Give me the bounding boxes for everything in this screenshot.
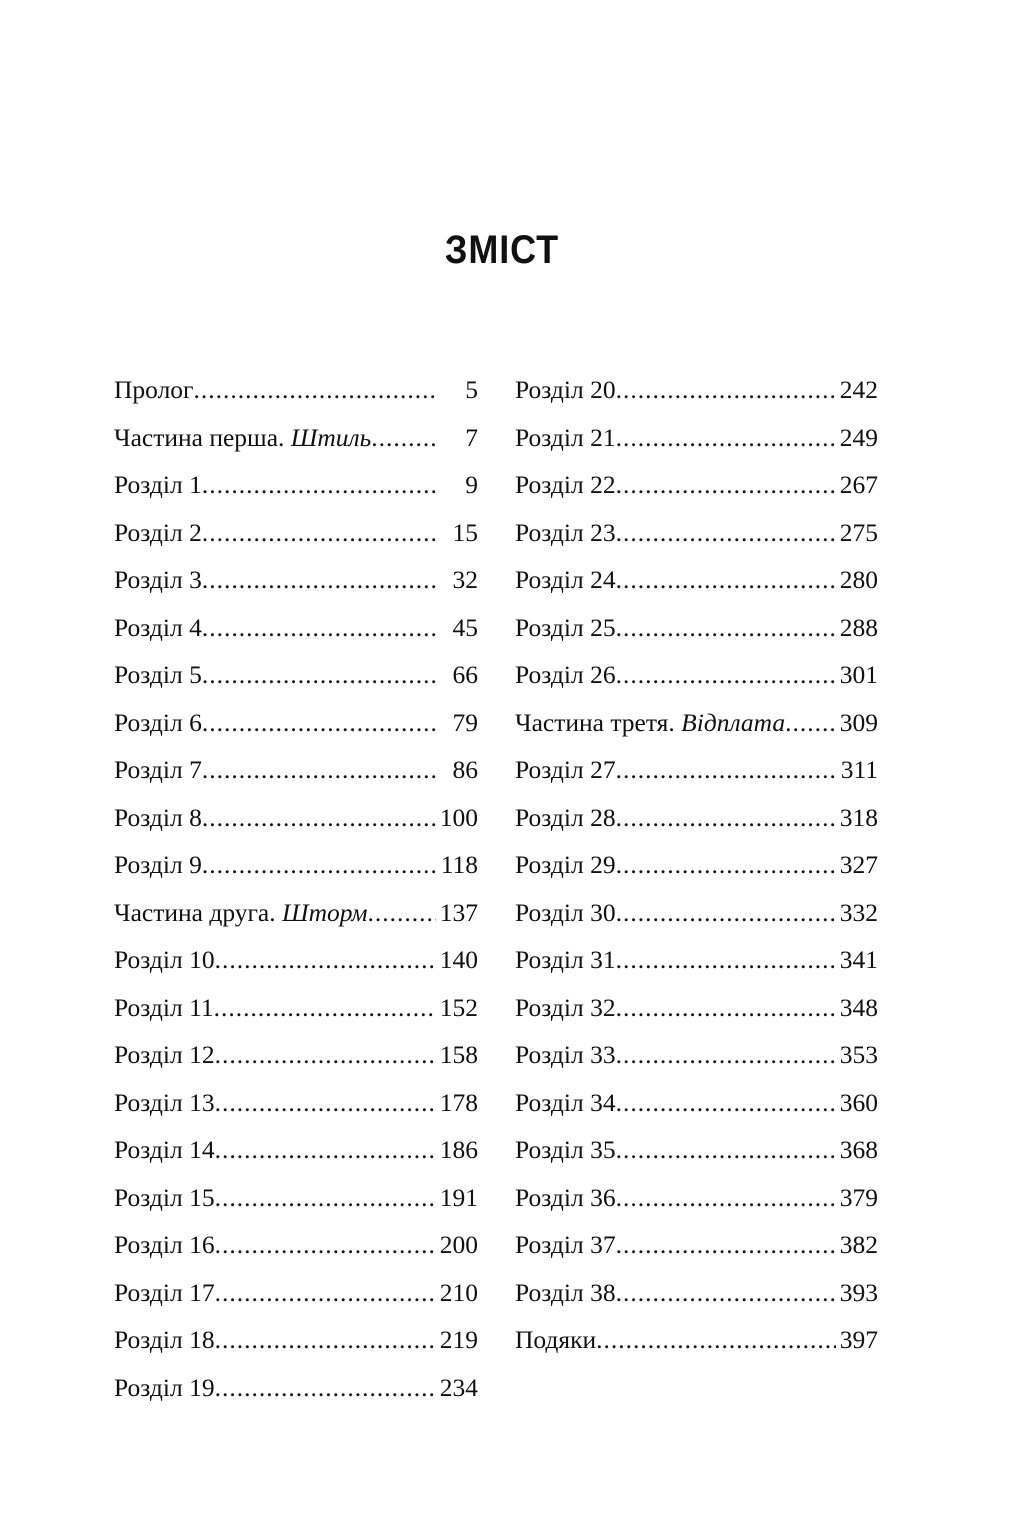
- toc-entry-page-number: 5: [465, 375, 478, 404]
- toc-entry-label: Розділ 22: [515, 470, 616, 499]
- toc-entry-label: Розділ 9: [114, 850, 202, 879]
- toc-entry-label: Розділ 31: [515, 945, 616, 974]
- toc-entry-label: Розділ 29: [515, 850, 616, 879]
- toc-entry-label: Розділ 2: [114, 517, 202, 547]
- toc-entry-page-number: 140: [439, 945, 478, 974]
- toc-entry-page-number: 379: [839, 1182, 878, 1212]
- toc-entry: [515, 936, 878, 984]
- toc-entry: [114, 604, 478, 652]
- toc-entry-page-number: 397: [839, 1325, 878, 1354]
- toc-entry: [515, 1174, 878, 1222]
- toc-entry-title: [114, 651, 202, 699]
- toc-entry-title: [515, 889, 616, 937]
- toc-entry-title: [515, 1316, 596, 1364]
- toc-entry-page-number: 191: [439, 1182, 478, 1212]
- toc-entry-title: [114, 794, 202, 842]
- dot-leader: [202, 461, 436, 509]
- toc-entry: [515, 1221, 878, 1269]
- toc-entry-title: [515, 461, 616, 509]
- toc-entry: [114, 509, 478, 557]
- toc-entry: [515, 414, 878, 462]
- toc-entry-title: [114, 936, 215, 984]
- toc-entry-page-number: 219: [439, 1325, 478, 1354]
- toc-entry-label: Розділ 33: [515, 1040, 616, 1069]
- toc-entry-title: [114, 366, 194, 414]
- toc-entry-page-number: 301: [839, 660, 878, 689]
- toc-entry-label: Частина перша.: [114, 422, 291, 452]
- dot-leader: [616, 889, 836, 937]
- dot-leader: [616, 556, 836, 604]
- toc-entry: [114, 841, 478, 889]
- dot-leader: [785, 699, 836, 747]
- toc-entry-label: Розділ 23: [515, 517, 616, 547]
- toc-entry: [515, 1316, 878, 1364]
- toc-entry-title: [515, 604, 616, 652]
- dot-leader: [616, 509, 836, 557]
- toc-entry-page-number: 393: [839, 1277, 878, 1307]
- toc-entry: [515, 1126, 878, 1174]
- toc-entry-title: [114, 746, 202, 794]
- toc-entry-title: [114, 1126, 215, 1174]
- dot-leader: [202, 699, 436, 747]
- toc-entry-page-number: 137: [439, 897, 478, 927]
- toc-entry-part-name: Відплата: [681, 707, 786, 737]
- dot-leader: [616, 1079, 836, 1127]
- dot-leader: [616, 1126, 836, 1174]
- page-title: ЗМІСТ: [444, 228, 560, 272]
- toc-entry-title: [515, 984, 616, 1032]
- toc-entry-page-number: 32: [452, 565, 478, 594]
- toc-entry-title: [114, 461, 202, 509]
- toc-left-column: [114, 366, 478, 1411]
- toc-entry-title: [114, 1316, 215, 1364]
- toc-entry-label: Розділ 34: [515, 1087, 616, 1117]
- toc-entry: [515, 604, 878, 652]
- toc-entry-page-number: 288: [839, 612, 878, 642]
- toc-entry-label: Розділ 26: [515, 660, 616, 689]
- toc-entry-label: Розділ 16: [114, 1230, 215, 1259]
- dot-leader: [215, 1269, 436, 1317]
- toc-entry-title: [515, 746, 616, 794]
- toc-entry: [515, 509, 878, 557]
- dot-leader: [616, 794, 836, 842]
- toc-entry: [114, 889, 478, 937]
- toc-entry-label: Розділ 1: [114, 470, 202, 499]
- toc-entry: [114, 461, 478, 509]
- toc-entry-title: [114, 1031, 215, 1079]
- toc-entry-page-number: 210: [439, 1277, 478, 1307]
- toc-entry-label: Розділ 36: [515, 1182, 616, 1212]
- toc-entry-label: Розділ 37: [515, 1230, 616, 1259]
- dot-leader: [202, 841, 436, 889]
- toc-entry: [515, 889, 878, 937]
- dot-leader: [215, 1364, 436, 1412]
- toc-entry-label: Розділ 15: [114, 1182, 215, 1212]
- toc-entry: [114, 1174, 478, 1222]
- toc-entry-title: [114, 604, 202, 652]
- toc-entry-page-number: 234: [439, 1372, 478, 1402]
- dot-leader: [215, 1174, 436, 1222]
- toc-entry-label: Розділ 12: [114, 1040, 215, 1069]
- dot-leader: [616, 651, 836, 699]
- toc-entry: [114, 984, 478, 1032]
- toc-entry-page-number: 332: [839, 897, 878, 927]
- toc-entry-title: [515, 1079, 616, 1127]
- toc-entry-label: Розділ 32: [515, 992, 616, 1022]
- toc-entry-page-number: 360: [839, 1087, 878, 1117]
- toc-entry-title: [515, 1174, 616, 1222]
- toc-entry: [515, 651, 878, 699]
- toc-entry-label: Розділ 28: [515, 802, 616, 832]
- dot-leader: [202, 604, 436, 652]
- toc-entry-title: [515, 366, 616, 414]
- toc-entry-label: Розділ 11: [114, 992, 214, 1022]
- toc-entry-page-number: 200: [439, 1230, 478, 1259]
- toc-entry-label: Розділ 14: [114, 1135, 215, 1164]
- dot-leader: [202, 556, 436, 604]
- toc-entry-title: [114, 1364, 215, 1412]
- toc-entry-title: [114, 1269, 215, 1317]
- dot-leader: [616, 366, 836, 414]
- toc-entry: [114, 794, 478, 842]
- toc-entry-page-number: 186: [439, 1135, 478, 1164]
- dot-leader: [202, 794, 436, 842]
- toc-entry-page-number: 309: [839, 707, 878, 737]
- toc-entry: [114, 1126, 478, 1174]
- toc-entry-page-number: 158: [439, 1040, 478, 1069]
- toc-entry-page-number: 7: [465, 422, 478, 452]
- dot-leader: [596, 1316, 836, 1364]
- dot-leader: [616, 1269, 836, 1317]
- toc-entry: [114, 366, 478, 414]
- dot-leader: [371, 414, 436, 462]
- toc-entry: [515, 699, 878, 747]
- dot-leader: [214, 984, 436, 1032]
- toc-entry-page-number: 348: [839, 992, 878, 1022]
- dot-leader: [616, 1031, 836, 1079]
- toc-entry-title: [515, 794, 616, 842]
- toc-entry-page-number: 382: [839, 1230, 878, 1259]
- dot-leader: [616, 1221, 836, 1269]
- toc-entry-title: [114, 1174, 215, 1222]
- dot-leader: [215, 1221, 436, 1269]
- toc-entry-title: [515, 414, 616, 462]
- dot-leader: [215, 936, 436, 984]
- toc-entry-label: Подяки: [515, 1325, 597, 1354]
- toc-entry-label: Частина друга.: [114, 897, 283, 927]
- toc-entry-title: [114, 889, 368, 937]
- toc-entry: [114, 1364, 478, 1412]
- toc-entry: [114, 1079, 478, 1127]
- toc-entry-label: Розділ 30: [515, 897, 616, 927]
- toc-entry-page-number: 368: [839, 1135, 878, 1164]
- toc-entry-title: [515, 1269, 616, 1317]
- toc-entry-label: Розділ 17: [114, 1277, 215, 1307]
- toc-entry-title: [114, 984, 214, 1032]
- toc-entry: [114, 1316, 478, 1364]
- toc-entry-page-number: 118: [440, 850, 478, 879]
- toc-entry-page-number: 318: [839, 802, 878, 832]
- toc-entry: [515, 1031, 878, 1079]
- dot-leader: [368, 889, 436, 937]
- toc-entry-title: [515, 1031, 616, 1079]
- toc-entry-title: [114, 509, 202, 557]
- toc-entry-label: Розділ 18: [114, 1325, 215, 1354]
- toc-entry-title: [114, 699, 202, 747]
- toc-entry-label: Розділ 4: [114, 612, 202, 642]
- toc-entry-page-number: 86: [452, 755, 478, 784]
- dot-leader: [202, 746, 436, 794]
- dot-leader: [616, 604, 836, 652]
- toc-entry: [515, 984, 878, 1032]
- toc-entry-title: [114, 1221, 215, 1269]
- toc-entry-title: [515, 1221, 616, 1269]
- toc-entry: [114, 556, 478, 604]
- toc-entry-title: [114, 1079, 215, 1127]
- dot-leader: [616, 746, 836, 794]
- toc-entry-title: [515, 936, 616, 984]
- toc-entry: [114, 1221, 478, 1269]
- toc-entry: [114, 414, 478, 462]
- toc-entry-title: [515, 509, 616, 557]
- toc-entry: [114, 1031, 478, 1079]
- toc-entry-label: Частина третя.: [515, 707, 682, 737]
- toc-entry-page-number: 242: [839, 375, 878, 404]
- toc-entry-page-number: 178: [439, 1087, 478, 1117]
- toc-entry-title: [515, 1126, 616, 1174]
- toc-entry-page-number: 311: [840, 755, 878, 784]
- toc-entry-label: Розділ 20: [515, 375, 616, 404]
- dot-leader: [202, 509, 436, 557]
- toc-entry: [515, 841, 878, 889]
- toc-entry: [515, 366, 878, 414]
- dot-leader: [215, 1079, 436, 1127]
- toc-entry-label: Розділ 6: [114, 707, 202, 737]
- toc-entry-page-number: 275: [839, 517, 878, 547]
- dot-leader: [215, 1316, 436, 1364]
- toc-right-column: [515, 366, 878, 1364]
- toc-entry: [515, 1079, 878, 1127]
- dot-leader: [616, 841, 836, 889]
- dot-leader: [616, 414, 836, 462]
- toc-entry: [114, 1269, 478, 1317]
- toc-entry-page-number: 280: [839, 565, 878, 594]
- toc-entry-label: Розділ 5: [114, 660, 202, 689]
- dot-leader: [194, 366, 436, 414]
- toc-entry: [515, 556, 878, 604]
- dot-leader: [616, 936, 836, 984]
- toc-entry-label: Пролог: [114, 375, 194, 404]
- toc-entry-title: [515, 556, 616, 604]
- toc-entry-label: Розділ 3: [114, 565, 202, 594]
- toc-entry: [515, 461, 878, 509]
- toc-entry-label: Розділ 21: [515, 422, 616, 452]
- dot-leader: [215, 1126, 436, 1174]
- toc-entry-label: Розділ 19: [114, 1372, 215, 1402]
- toc-entry-page-number: 79: [452, 707, 478, 737]
- toc-entry: [114, 746, 478, 794]
- toc-entry-page-number: 152: [439, 992, 478, 1022]
- toc-entry: [114, 651, 478, 699]
- toc-entry-label: Розділ 35: [515, 1135, 616, 1164]
- toc-entry-title: [515, 841, 616, 889]
- toc-entry: [114, 699, 478, 747]
- toc-entry-page-number: 45: [452, 612, 478, 642]
- toc-entry-page-number: 9: [465, 470, 478, 499]
- toc-entry: [515, 746, 878, 794]
- toc-entry: [515, 1269, 878, 1317]
- toc-entry-part-name: Шторм: [282, 897, 368, 927]
- toc-entry-label: Розділ 27: [515, 755, 616, 784]
- dot-leader: [202, 651, 436, 699]
- toc-entry-part-name: Штиль: [290, 422, 372, 452]
- toc-entry-label: Розділ 25: [515, 612, 616, 642]
- toc-entry-page-number: 100: [439, 802, 478, 832]
- dot-leader: [215, 1031, 436, 1079]
- dot-leader: [616, 461, 836, 509]
- toc-entry-page-number: 327: [839, 850, 878, 879]
- toc-entry-label: Розділ 7: [114, 755, 202, 784]
- dot-leader: [616, 1174, 836, 1222]
- toc-entry-title: [515, 651, 616, 699]
- toc-entry-label: Розділ 8: [114, 802, 202, 832]
- toc-entry-label: Розділ 10: [114, 945, 215, 974]
- toc-entry-page-number: 66: [452, 660, 478, 689]
- toc-entry-title: [114, 556, 202, 604]
- toc-entry-page-number: 341: [839, 945, 878, 974]
- toc-entry-title: [515, 699, 785, 747]
- toc-entry-page-number: 15: [452, 517, 478, 547]
- toc-entry-label: Розділ 38: [515, 1277, 616, 1307]
- toc-entry-page-number: 249: [839, 422, 878, 452]
- toc-entry-label: Розділ 24: [515, 565, 616, 594]
- toc-entry-title: [114, 841, 202, 889]
- toc-entry: [114, 936, 478, 984]
- toc-entry-label: Розділ 13: [114, 1087, 215, 1117]
- toc-entry: [515, 794, 878, 842]
- toc-entry-page-number: 353: [839, 1040, 878, 1069]
- toc-entry-title: [114, 414, 371, 462]
- toc-entry-page-number: 267: [839, 470, 878, 499]
- dot-leader: [616, 984, 836, 1032]
